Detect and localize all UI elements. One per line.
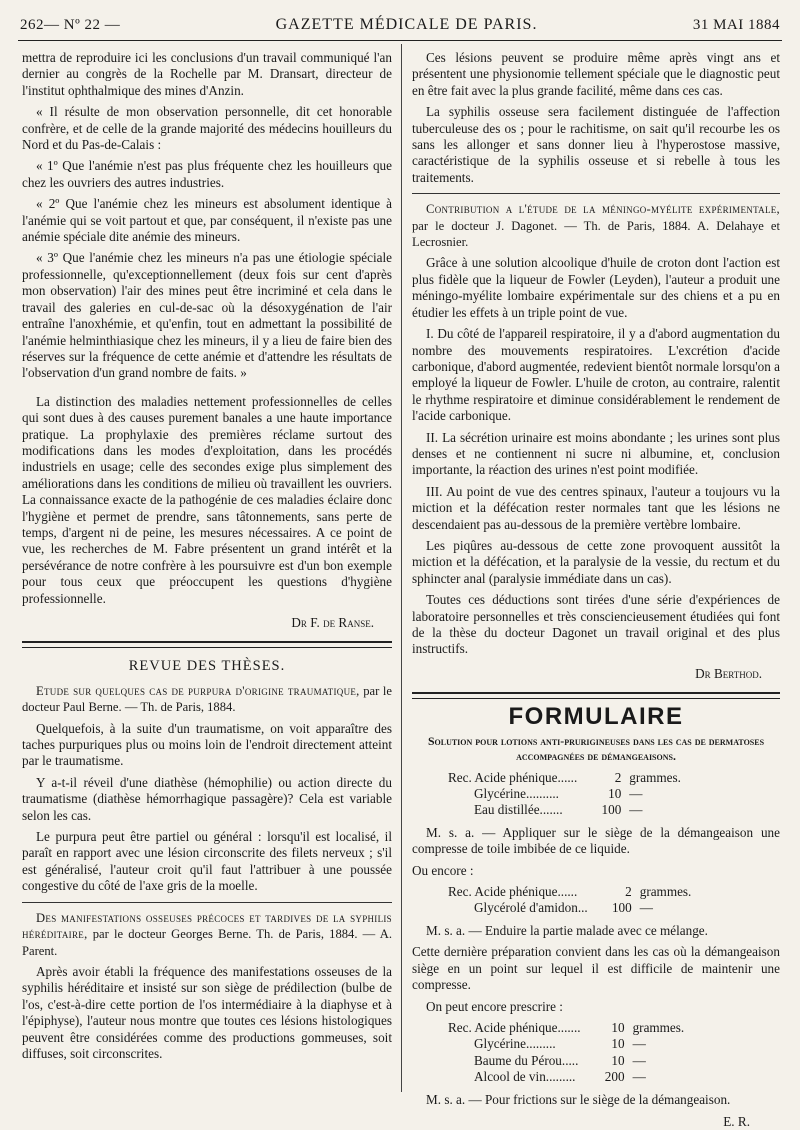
rx-item: Glycérolé d'amidon... xyxy=(474,900,588,916)
article-heading-author: par le docteur Paul Berne. — Th. de Paris, 1884. xyxy=(22,683,392,715)
quote-point-2: « 2º Que l'anémie chez les mineurs est absolument identique à l'anémie qui se voit partout et que, par conséquent, il n'existe pas une anémie spéciale dite anémie des mineurs. xyxy=(22,196,392,245)
rx-quantity: 10 xyxy=(608,786,622,802)
issue-date: 31 MAI 1884 xyxy=(692,16,780,33)
rx-item: Rec. Acide phénique...... xyxy=(448,769,578,785)
article-paragraph: Les piqûres au-dessous de cette zone provoquent aussitôt la miction et la défécation, et la paralysie de la vessie, du rectum et du sphincter anal (paralysie immédiate dans un cas). xyxy=(412,537,780,586)
formulaire-signature: E. R. xyxy=(723,1113,750,1129)
prescription-row xyxy=(412,900,691,916)
rx-item: Glycérine.......... xyxy=(474,786,559,802)
rx-unit: grammes. xyxy=(639,884,692,900)
prescription-row xyxy=(412,1069,684,1085)
section-rule xyxy=(22,641,392,648)
intro-paragraph: mettra de reproduire ici les conclusions d'un travail communiqué l'an dernier au congrès de la Rochelle par M. Dransart, directeur de l'institut ophthalmique des mines d'Anzin. xyxy=(22,50,392,98)
article-paragraph: Toutes ces déductions sont tirées d'une série d'expériences de laboratoire personnelles et très consciencieusement étudiées qui font de la thèse du docteur Dagonet un travail original et des plus instructifs. xyxy=(412,592,780,657)
prescription-table xyxy=(412,770,681,819)
usage-instruction: M. s. a. — Pour frictions sur le siège de la démangeaison. xyxy=(426,1091,731,1107)
rx-item: Rec. Acide phénique....... xyxy=(448,1019,581,1035)
rx-quantity: 10 xyxy=(611,1019,625,1035)
prescription-row xyxy=(412,802,681,818)
page-number: 262— Nº 22 — xyxy=(20,16,121,33)
rx-unit: — xyxy=(629,802,643,818)
article-paragraph: Grâce à une solution alcoolique d'huile de croton dont l'action est plus fidèle que la liqueur de Fowler (Leyden), l'auteur a produit une méningo-myélite lombaire expérimentale sur des chiens et a pu en étudier les effets à un triple point de vue. xyxy=(412,255,780,320)
article-heading-title: Contribution a l'étude de la méningo-myélite expérimentale, xyxy=(426,202,780,217)
article-paragraph: Cette dernière préparation convient dans les cas où la démangeaison siège en un point sur lequel il est difficile de maintenir une compresse. xyxy=(412,944,780,993)
rx-unit: grammes. xyxy=(629,769,681,785)
prescription-row xyxy=(412,884,691,900)
article-paragraph: Le purpura peut être partiel ou général : lorsqu'il est localisé, il paraît en rapport avec une lésion circonscrite des filets nerveux ; s'il est généralisé, l'auteur croit qu'il faut l'attribuer à une poussée congestive du côté de l'axe gris de la moelle. xyxy=(22,829,392,894)
rx-quantity: 200 xyxy=(604,1069,625,1085)
article-paragraph: I. Du côté de l'appareil respiratoire, il y a d'abord augmentation du nombre des mouvements respiratoires. L'excrétion d'acide carbonique, d'abord augmentée, redevient bientôt normale lorsqu'on a employé la liqueur de Fowler. L'huile de croton, au contraire, ralentit le rhythme respiratoire et diminue considérablement le rendement de l'acide carbonique. xyxy=(412,326,780,424)
article-heading xyxy=(22,910,392,959)
rx-quantity: 2 xyxy=(614,769,622,785)
article-paragraph: Ces lésions peuvent se produire même après vingt ans et présentent une physionomie tellement spéciale que le diagnostic peut en être fait avec la plus grande facilité, même dans ces cas. xyxy=(412,50,780,98)
article-paragraph: La syphilis osseuse sera facilement distinguée de l'affection tuberculeuse des os ; pour le rachitisme, on sait qu'il recourbe les os sans les allonger et sans donner lieu à l'hyperostose massive, caractéristique de la syphilis osseuse et si rebelle à tous les traitements. xyxy=(412,104,780,185)
rx-unit: — xyxy=(632,1069,646,1085)
prescription-row xyxy=(412,786,681,802)
article-heading-title: Des manifestations osseuses précoces et tardives de la syphilis héréditaire, xyxy=(22,910,392,942)
rx-item: Baume du Pérou..... xyxy=(474,1052,579,1068)
article-rule xyxy=(22,902,392,903)
rx-quantity: 100 xyxy=(611,900,632,916)
ou-encore: Ou encore : xyxy=(412,862,474,878)
article-paragraph: II. La sécrétion urinaire est moins abondante ; les urines sont plus denses et ne contiennent ni sucre ni albumine, et, conclusion importante, la réaction des urines n'est point modifiée. xyxy=(412,429,780,478)
column-divider xyxy=(401,44,402,1092)
prescription-table xyxy=(412,884,691,917)
usage-instruction: M. s. a. — Enduire la partie malade avec ce mélange. xyxy=(426,922,708,938)
quote-intro: « Il résulte de mon observation personnelle, dit cet honorable confrère, et de celle de la grande majorité des médecins houilleurs du Nord et du Pas-de-Calais : xyxy=(22,104,392,153)
article-paragraph: Après avoir établi la fréquence des manifestations osseuses de la syphilis héréditaire et insisté sur son siège de prédilection (bulbe de l'os, c'est-à-dire cette portion de l'os intermédiaire à la diaphyse et à l'épiphyse), l'auteur nous montre que toutes ces lésions histologiques peuvent être considérées comme des productions gommeuses, soit diffuses, soit circonscrites. xyxy=(22,963,392,1061)
prescription-row xyxy=(412,770,681,786)
journal-title: GAZETTE MÉDICALE DE PARIS. xyxy=(275,16,538,33)
usage-instruction: M. s. a. — Appliquer sur le siège de la démangeaison une compresse de toile imbibée de ce liquide. xyxy=(412,824,780,857)
rx-item: Rec. Acide phénique...... xyxy=(448,884,578,900)
article-heading-title: Etude sur quelques cas de purpura d'origine traumatique, xyxy=(36,683,360,698)
rx-item: Glycérine......... xyxy=(474,1036,556,1052)
article-heading-author: par le docteur Georges Berne. Th. de Paris, 1884. — A. Parent. xyxy=(22,927,392,958)
on-peut-encore: On peut encore prescrire : xyxy=(426,998,563,1014)
section-rule xyxy=(412,692,780,699)
article-heading xyxy=(22,683,392,716)
article-paragraph: III. Au point de vue des centres spinaux, l'auteur a toujours vu la miction et la défécation rester normales tant que les lésions ne descendaient pas au-dessous de la première vertèbre lombaire. xyxy=(412,483,780,532)
right-column xyxy=(412,50,780,1130)
article-heading xyxy=(412,201,780,250)
formulaire-title: FORMULAIRE xyxy=(508,703,684,731)
prescription-row xyxy=(412,1036,684,1052)
header-rule xyxy=(18,40,782,41)
prescription-row xyxy=(412,1053,684,1069)
rx-item: Eau distillée....... xyxy=(474,802,563,818)
rx-quantity: 100 xyxy=(601,802,622,818)
article-rule xyxy=(412,193,780,194)
section-title: REVUE DES THÈSES. xyxy=(128,658,286,675)
rx-unit: grammes. xyxy=(632,1019,685,1035)
rx-item: Alcool de vin......... xyxy=(474,1069,576,1085)
left-column xyxy=(22,50,392,1067)
page-header xyxy=(20,14,780,36)
article-paragraph: Y a-t-il réveil d'une diathèse (hémophilie) ou action directe du traumatisme (diathèse hémorrhagique passagère)? Cela est variable selon les cas. xyxy=(22,774,392,823)
article-heading-author: par le docteur J. Dagonet. — Th. de Paris, 1884. A. Delahaye et Lecrosnier. xyxy=(412,218,780,250)
rx-unit: — xyxy=(639,900,653,916)
prescription-table xyxy=(412,1020,684,1086)
quote-point-1: « 1º Que l'anémie n'est pas plus fréquente chez les houilleurs que chez les ouvriers des autres industries. xyxy=(22,158,392,190)
quote-point-3: « 3º Que l'anémie chez les mineurs n'a pas une étiologie spéciale professionnelle, qu'exceptionnellement (deux fois sur cent d'après mon observation) l'air des mines peut être incriminé et cela dans le travail des galeries en cul-de-sac où la désoxygénation de l'air entraîne l'anoxhémie, et qu'enfin, tout en admettant la possibilité de l'anémie helminthiasique chez les mineurs, il y a lieu de faire bien des réserves sur la fréquence de cette anémie et d'attendre les résultats de l'observation d'un grand nombre de faits. » xyxy=(22,250,392,381)
rx-quantity: 10 xyxy=(611,1052,625,1068)
author-signature: Dr F. de Ranse. xyxy=(291,615,374,630)
rx-unit: — xyxy=(632,1052,646,1068)
conclusion-paragraph: La distinction des maladies nettement professionnelles de celles qui sont dues à des causes purement banales a une haute importance pratique. La prophylaxie des premières réclame surtout des modifications dans les modes d'exploitation, dans les procédés industriels en usage; celle des secondes exige plus simplement des améliorations dans les conditions de milieu où travaillent les ouvriers. La connaissance exacte de la pathogénie de ces maladies éclaire donc l'hygiène et permet de prendre, sans tâtonnements, sans perte de temps, d'argent ni de peine, les mesures nécessaires. A ce point de vue, les recherches de M. Fabre présentent un grand intérêt et la persévérance de notre confrère à les poursuivre est d'un bon exemple pour tous ceux que préoccupent les questions d'hygiène professionnelle. xyxy=(22,393,392,606)
rx-unit: — xyxy=(632,1036,646,1052)
author-signature: Dr Berthod. xyxy=(695,665,762,681)
rx-quantity: 10 xyxy=(611,1036,625,1052)
article-paragraph: Quelquefois, à la suite d'un traumatisme, on voit apparaître des taches purpuriques plus ou moins loin de l'endroit directement atteint par le traumatisme. xyxy=(22,720,392,769)
rx-quantity: 2 xyxy=(625,884,632,900)
prescription-row xyxy=(412,1020,684,1036)
rx-unit: — xyxy=(629,786,643,802)
formulaire-subtitle: Solution pour lotions anti-prurigineuses dans les cas de dermatoses accompagnées de démangeaisons. xyxy=(427,733,765,763)
